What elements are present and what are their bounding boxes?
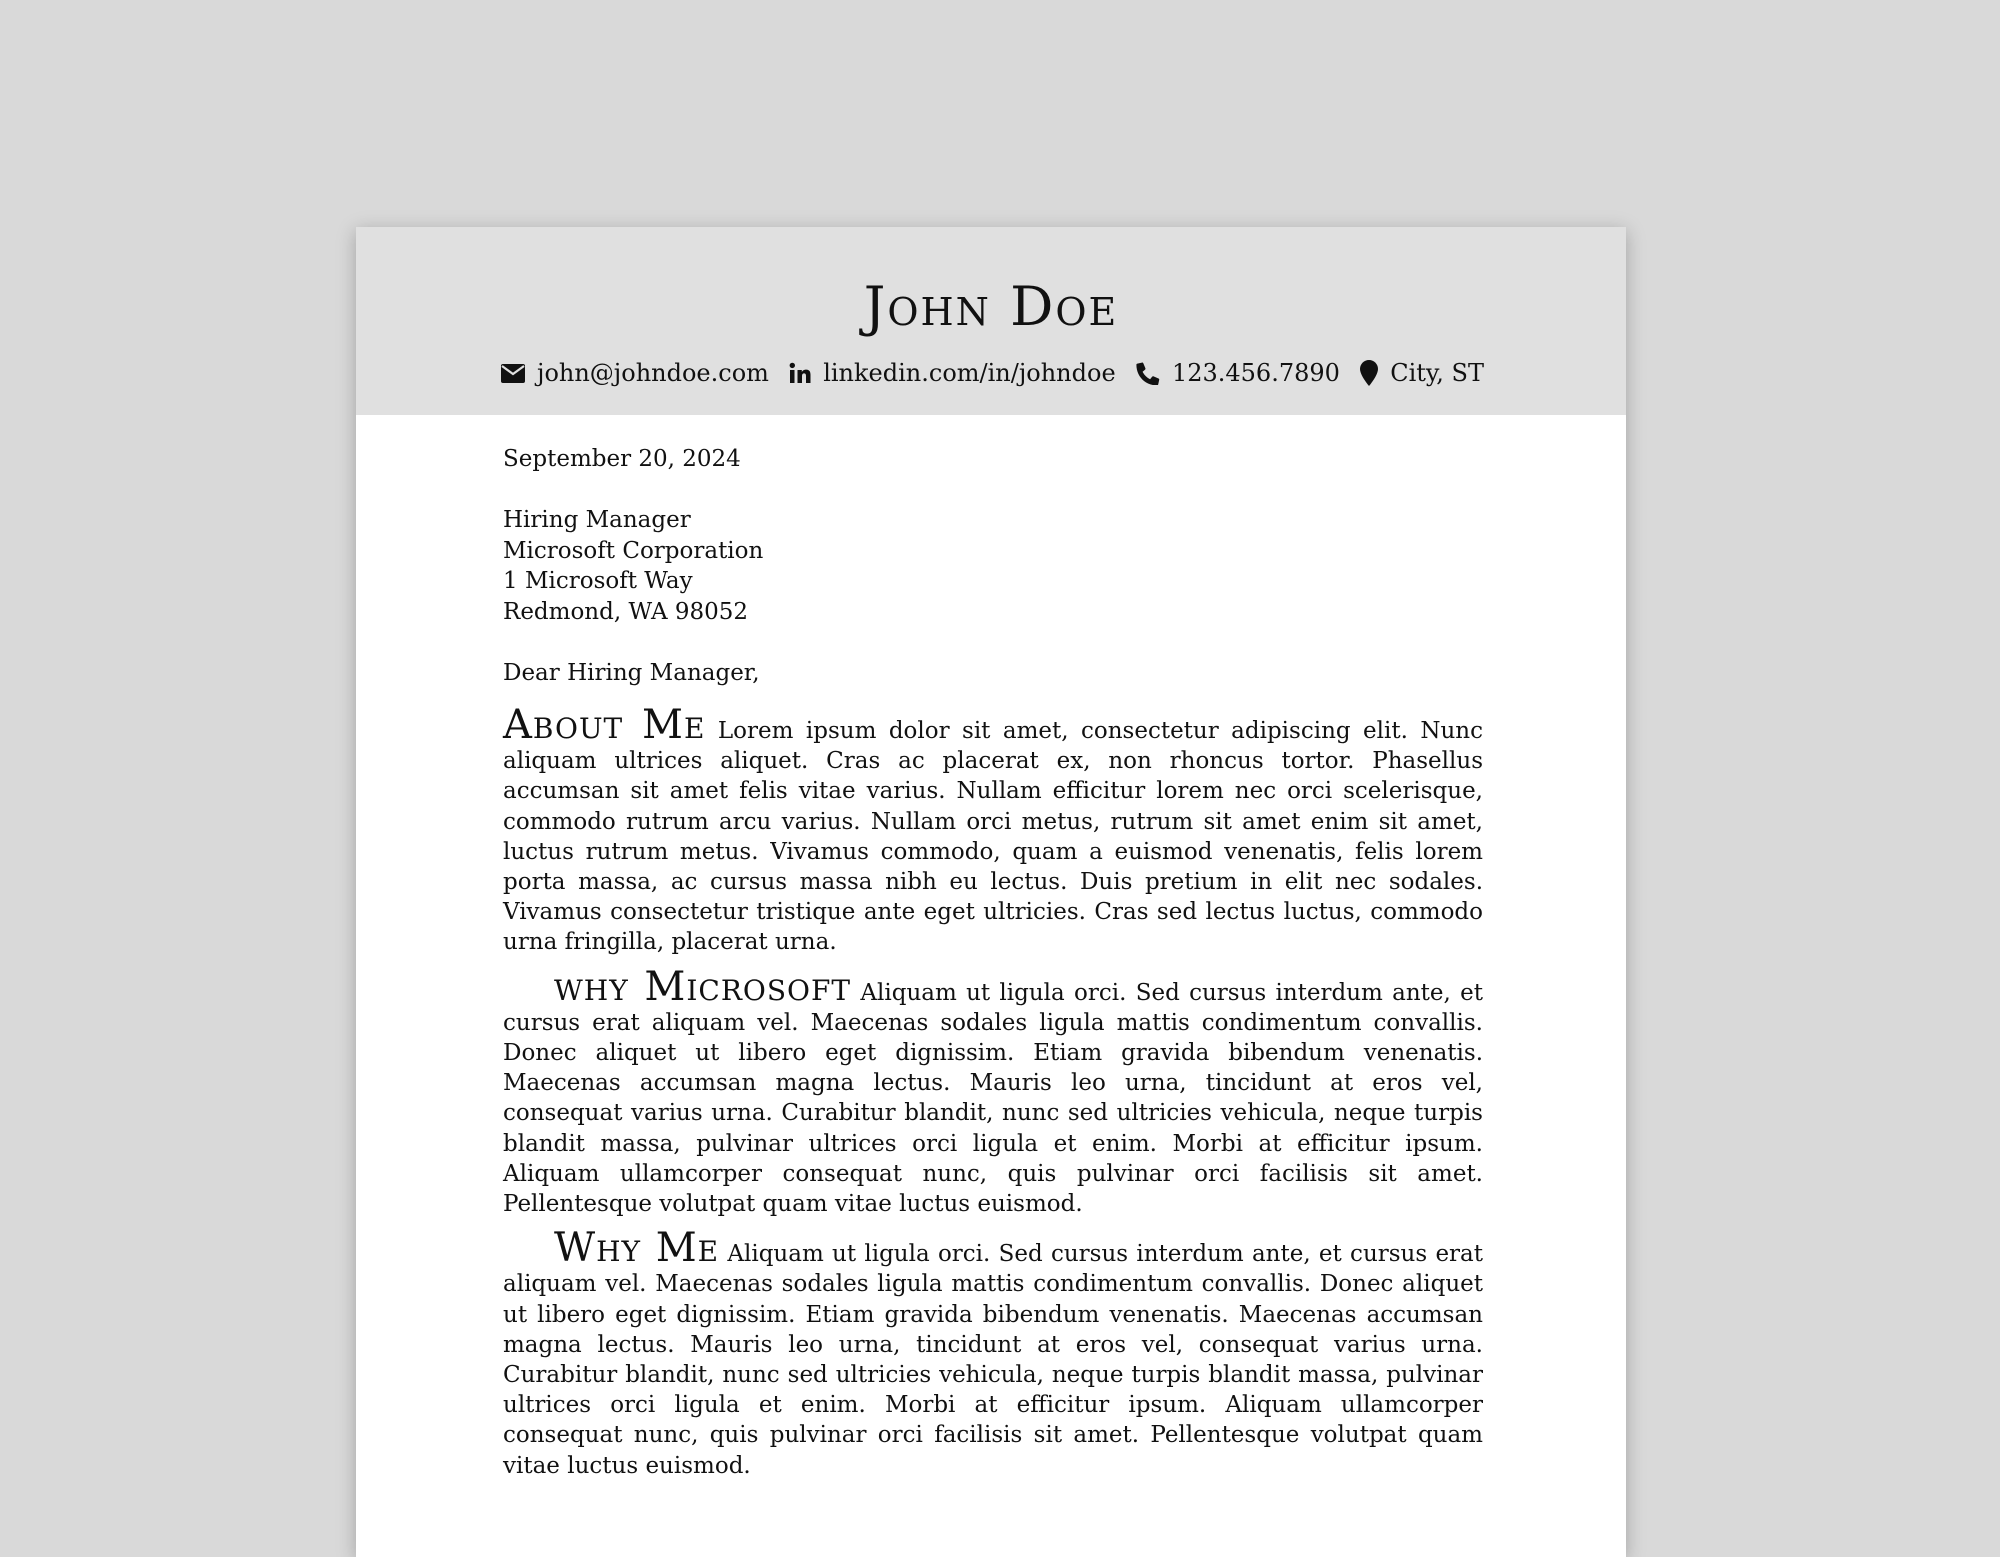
cover-letter-page xyxy=(356,227,1626,1557)
recipient-line: Microsoft Corporation xyxy=(503,537,764,564)
phone-text: 123.456.7890 xyxy=(1171,359,1340,387)
recipient-line: Redmond, WA 98052 xyxy=(503,598,749,625)
section-text: Aliquam ut ligula orci. Sed cursus interdum ante, et cursus erat aliquam vel. Maecenas sodales ligula mattis condimentum convallis. Donec aliquet ut libero eget dignissim. Etiam gravida bibendum venenatis. Maecenas accumsan magna lectus. Mauris leo urna, tincidunt at eros vel, consequat varius urna. Curabitur blandit, nunc sed ultricies vehicula, neque turpis blandit massa, pulvinar ultrices orci ligula et enim. Morbi at efficitur ipsum. Aliquam ullamcorper consequat nunc, quis pulvinar orci facilisis sit amet. Pellentesque volutpat quam vitae luctus euismod. xyxy=(503,1241,1484,1479)
contact-linkedin[interactable] xyxy=(789,358,1115,388)
location-text: City, ST xyxy=(1390,359,1484,387)
salutation: Dear Hiring Manager, xyxy=(503,660,760,686)
section-title: About Me xyxy=(503,702,706,748)
map-marker-icon xyxy=(1360,360,1378,386)
envelope-icon xyxy=(501,364,525,383)
applicant-name: John Doe xyxy=(863,275,1119,338)
contact-location xyxy=(1360,358,1484,388)
section-why-microsoft xyxy=(503,963,1483,1220)
contact-phone[interactable] xyxy=(1136,358,1340,388)
section-title: why Microsoft xyxy=(554,963,852,1010)
phone-icon xyxy=(1136,361,1160,385)
recipient-address xyxy=(503,505,1483,627)
contact-info-row xyxy=(501,358,1484,388)
letter-date: September 20, 2024 xyxy=(503,446,741,472)
email-text: john@johndoe.com xyxy=(537,359,769,387)
linkedin-text: linkedin.com/in/johndoe xyxy=(823,359,1116,387)
section-why-me xyxy=(503,1225,1484,1481)
section-title: Why Me xyxy=(554,1225,720,1272)
contact-email[interactable] xyxy=(501,358,769,388)
recipient-line: 1 Microsoft Way xyxy=(503,568,693,594)
section-text: Aliquam ut ligula orci. Sed cursus interdum ante, et cursus erat aliquam vel. Maecenas sodales ligula mattis condimentum convallis. Donec aliquet ut libero eget dignissim. Etiam gravida bibendum venenatis. Maecenas accumsan magna lectus. Mauris leo urna, tincidunt at eros vel, consequat varius urna. Curabitur blandit, nunc sed ultricies vehicula, neque turpis blandit massa, pulvinar ultrices orci ligula et enim. Morbi at efficitur ipsum. Aliquam ullamcorper consequat nunc, quis pulvinar orci facilisis sit amet. Pellentesque volutpat quam vitae luctus euismod. xyxy=(503,979,1483,1218)
section-text: Lorem ipsum dolor sit amet, consectetur adipiscing elit. Nunc aliquam ultrices aliquet. Cras ac placerat ex, non rhoncus tortor. Phasellus accumsan sit amet felis vitae varius. Nullam efficitur lorem nec orci scelerisque, commodo rutrum arcu varius. Nullam orci metus, rutrum sit amet enim sit amet, luctus rutrum metus. Vivamus commodo, quam a euismod venenatis, felis lorem porta massa, ac cursus massa nibh eu lectus. Duis pretium in elit nec sodales. Vivamus consectetur tristique ante eget ultricies. Cras sed lectus luctus, commodo urna fringilla, placerat urna. xyxy=(503,718,1484,956)
letter-body xyxy=(503,444,1483,1495)
linkedin-icon xyxy=(789,362,811,384)
letter-header xyxy=(356,227,1626,415)
section-about-me xyxy=(503,702,1484,958)
recipient-line: Hiring Manager xyxy=(503,507,691,533)
